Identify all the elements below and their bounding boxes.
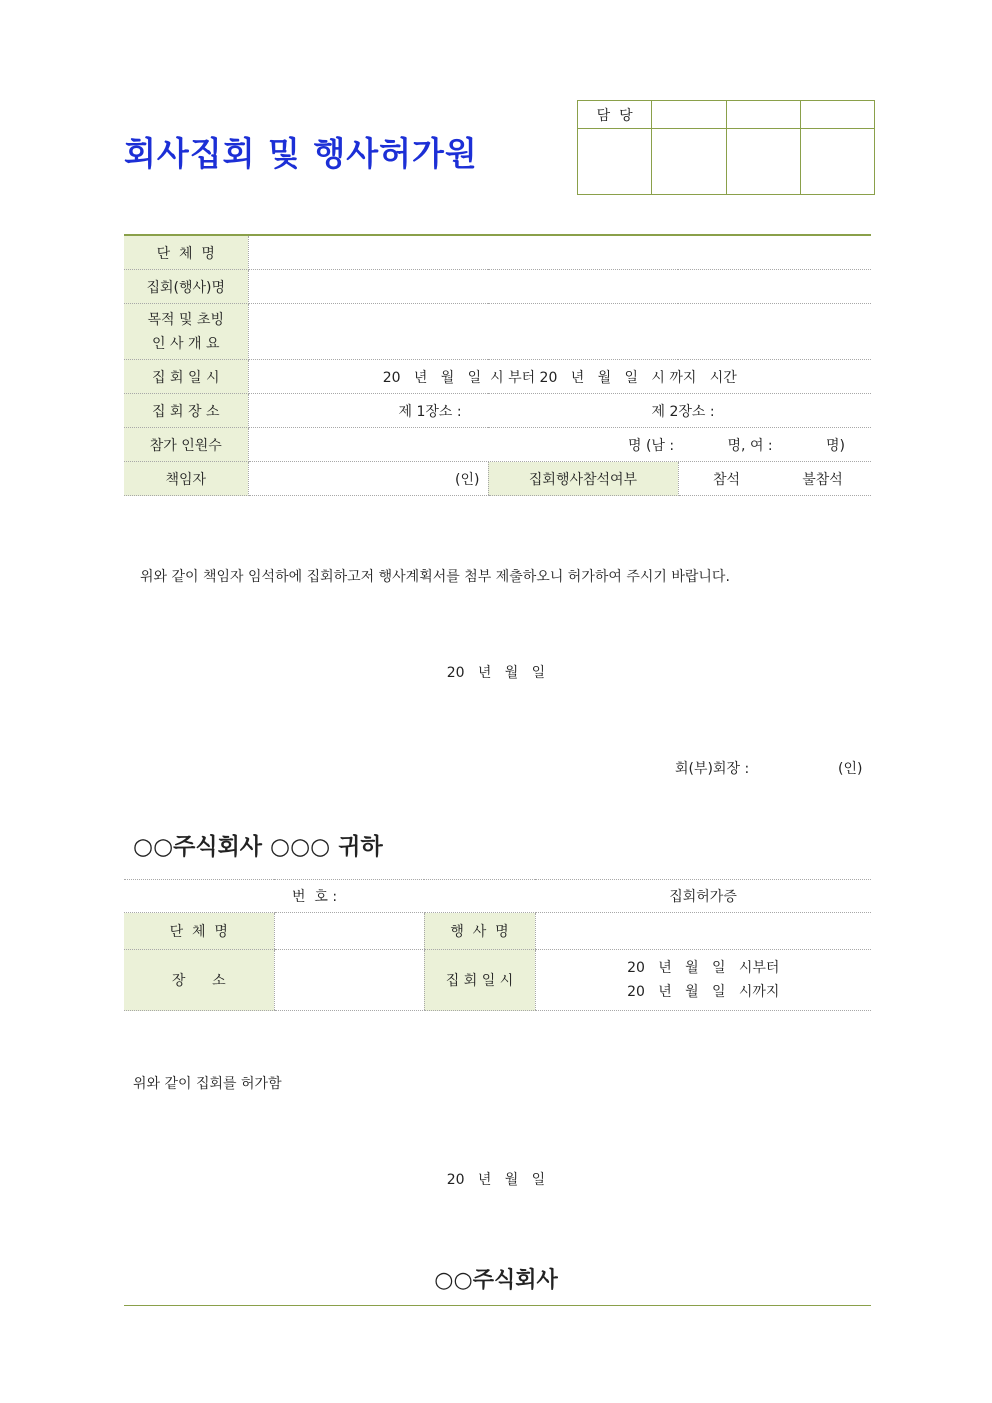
attend-option[interactable]: 참석 (712, 471, 741, 488)
attendance-label: 집회행사참석여부 (488, 462, 678, 496)
approval-statement: 위와 같이 집회를 허가함 (133, 1076, 282, 1092)
approval-sign-cell[interactable] (652, 129, 726, 195)
event-name-field[interactable] (248, 270, 871, 304)
permit-place-field[interactable] (274, 950, 424, 1011)
venue-field[interactable] (248, 394, 871, 428)
approval-sign-cell[interactable] (578, 129, 652, 195)
attendees-label: 참가 인원수 (124, 428, 248, 462)
permit-event-label: 행 사 명 (424, 913, 535, 950)
permit-datetime-field[interactable] (535, 950, 871, 1011)
permit-org-label: 단 체 명 (124, 913, 274, 950)
approval-cell[interactable] (726, 101, 800, 129)
permit-org-field[interactable] (274, 913, 424, 950)
application-date: 20 년 월 일 (446, 665, 546, 681)
permit-event-field[interactable] (535, 913, 871, 950)
application-form (124, 234, 871, 496)
approval-sign-cell[interactable] (800, 129, 874, 195)
absent-option[interactable]: 불참석 (802, 471, 843, 488)
responsible-field[interactable] (248, 462, 488, 496)
purpose-field[interactable] (248, 304, 871, 360)
org-name-field[interactable] (248, 235, 871, 270)
purpose-label (124, 304, 248, 360)
responsible-label: 책임자 (124, 462, 248, 496)
org-name-label: 단 체 명 (124, 235, 248, 270)
permit-to-line: 20 년 월 일 시까지 (627, 984, 780, 1000)
venue-2-label: 제 2장소 : (651, 403, 715, 420)
attendance-options (678, 462, 871, 496)
addressee: ○○주식회사 ○○○ 귀하 (133, 834, 383, 860)
attendees-field[interactable]: 명 (남 : 명, 여 : 명) (248, 428, 871, 462)
permit-number-label: 번 호 : (124, 880, 535, 913)
chairman-label: 회(부)회장 : (675, 761, 750, 777)
datetime-label: 집 회 일 시 (124, 360, 248, 394)
seal-mark: (인) (455, 471, 480, 488)
approval-cell[interactable] (800, 101, 874, 129)
permit-title: 집회허가증 (535, 880, 871, 913)
company-name: ○○주식회사 (434, 1268, 558, 1293)
venue-label: 집 회 장 소 (124, 394, 248, 428)
approval-box (577, 100, 875, 195)
permit-datetime-label: 집 회 일 시 (424, 950, 535, 1011)
purpose-label-line2: 인 사 개 요 (152, 335, 220, 352)
permit-date: 20 년 월 일 (446, 1172, 546, 1188)
approval-header: 담 당 (578, 101, 652, 129)
datetime-field[interactable]: 20 년 월 일 시 부터 20 년 월 일 시 까지 시간 (248, 360, 871, 394)
purpose-label-line1: 목적 및 초빙 (147, 311, 225, 328)
document-title: 회사집회 및 행사허가원 (124, 134, 478, 173)
approval-cell[interactable] (652, 101, 726, 129)
event-name-label: 집회(행사)명 (124, 270, 248, 304)
permit-from-line: 20 년 월 일 시부터 (627, 960, 780, 976)
permit-place-label: 장 소 (124, 950, 274, 1011)
approval-sign-cell[interactable] (726, 129, 800, 195)
bottom-divider (124, 1305, 871, 1306)
permit-form (124, 879, 871, 1011)
chairman-seal: (인) (838, 761, 863, 777)
venue-1-label: 제 1장소 : (398, 403, 462, 420)
request-statement: 위와 같이 책임자 임석하에 집회하고저 행사계획서를 첨부 제출하오니 허가하여 주시기 바랍니다. (140, 569, 730, 585)
